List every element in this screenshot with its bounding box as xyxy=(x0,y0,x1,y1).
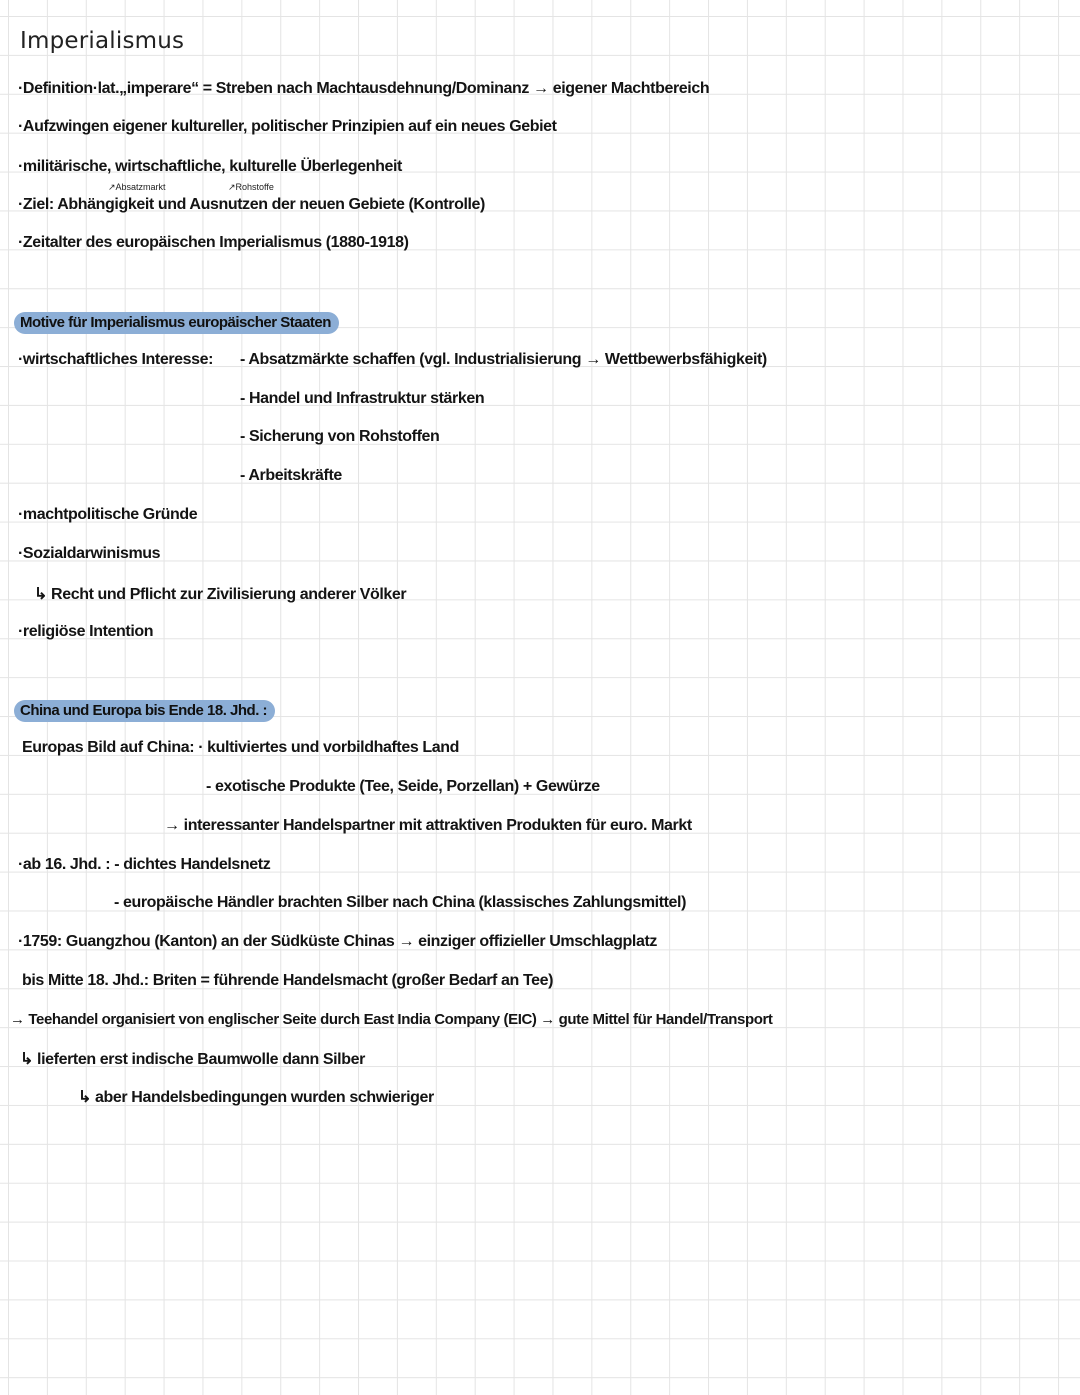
definition-line: ·Definition·lat.„imperare“ = Streben nach Machtausdehnung/Dominanz → eigener Machtbereich xyxy=(18,80,710,97)
wirtschaft-label: ·wirtschaftliches Interesse: xyxy=(18,351,214,368)
wirtschaft-item-3: - Sicherung von Rohstoffen xyxy=(240,428,440,445)
section-heading-motive: Motive für Imperialismus europäischer Staaten xyxy=(14,312,339,334)
ziel-line: ·Ziel: Abhängigkeit und Ausnutzen der neuen Gebiete (Kontrolle) xyxy=(18,196,485,213)
sozialdarwinismus-sub-line: ↳ Recht und Pflicht zur Zivilisierung anderer Völker xyxy=(34,586,407,603)
zeitalter-line: ·Zeitalter des europäischen Imperialismus (1880-1918) xyxy=(18,234,409,251)
aber-line: ↳ aber Handelsbedingungen wurden schwieriger xyxy=(78,1089,434,1106)
guangzhou-line: ·1759: Guangzhou (Kanton) an der Südküste Chinas → einziger offizieller Umschlagplatz xyxy=(18,933,657,950)
wirtschaft-item-1: - Absatzmärkte schaffen (vgl. Industrialisierung → Wettbewerbsfähigkeit) xyxy=(240,351,767,368)
ab16-line: ·ab 16. Jhd. : - dichtes Handelsnetz xyxy=(18,856,271,873)
ab16-item-2: - europäische Händler brachten Silber nach China (klassisches Zahlungsmittel) xyxy=(114,894,687,911)
wirtschaft-item-4: - Arbeitskräfte xyxy=(240,467,342,484)
aufzwingen-line: ·Aufzwingen eigener kultureller, politischer Prinzipien auf ein neues Gebiet xyxy=(18,118,557,135)
bild-item-2: - exotische Produkte (Tee, Seide, Porzellan) + Gewürze xyxy=(206,778,600,795)
section-heading-china: China und Europa bis Ende 18. Jhd. : xyxy=(14,700,275,722)
bild-conclusion: → interessanter Handelspartner mit attraktiven Produkten für euro. Markt xyxy=(164,817,692,834)
ueberlegenheit-line: ·militärische, wirtschaftliche, kulturelle Überlegenheit xyxy=(18,158,402,175)
briten-line: bis Mitte 18. Jhd.: Briten = führende Handelsmacht (großer Bedarf an Tee) xyxy=(22,972,554,989)
page-title: Imperialismus xyxy=(20,28,185,54)
annotation-rohstoffe: ↗Rohstoffe xyxy=(228,182,274,192)
teehandel-line: → Teehandel organisiert von englischer Seite durch East India Company (EIC) → gute Mittel für Handel/Transport xyxy=(10,1011,773,1028)
sozialdarwinismus-line: ·Sozialdarwinismus xyxy=(18,545,161,562)
wirtschaft-item-2: - Handel und Infrastruktur stärken xyxy=(240,390,485,407)
religioes-line: ·religiöse Intention xyxy=(18,623,154,640)
lieferten-line: ↳ lieferten erst indische Baumwolle dann Silber xyxy=(20,1051,365,1068)
annotation-absatzmarkt: ↗Absatzmarkt xyxy=(108,182,166,192)
machtpolitisch-line: ·machtpolitische Gründe xyxy=(18,506,198,523)
bild-line: Europas Bild auf China: · kultiviertes und vorbildhaftes Land xyxy=(22,739,459,756)
